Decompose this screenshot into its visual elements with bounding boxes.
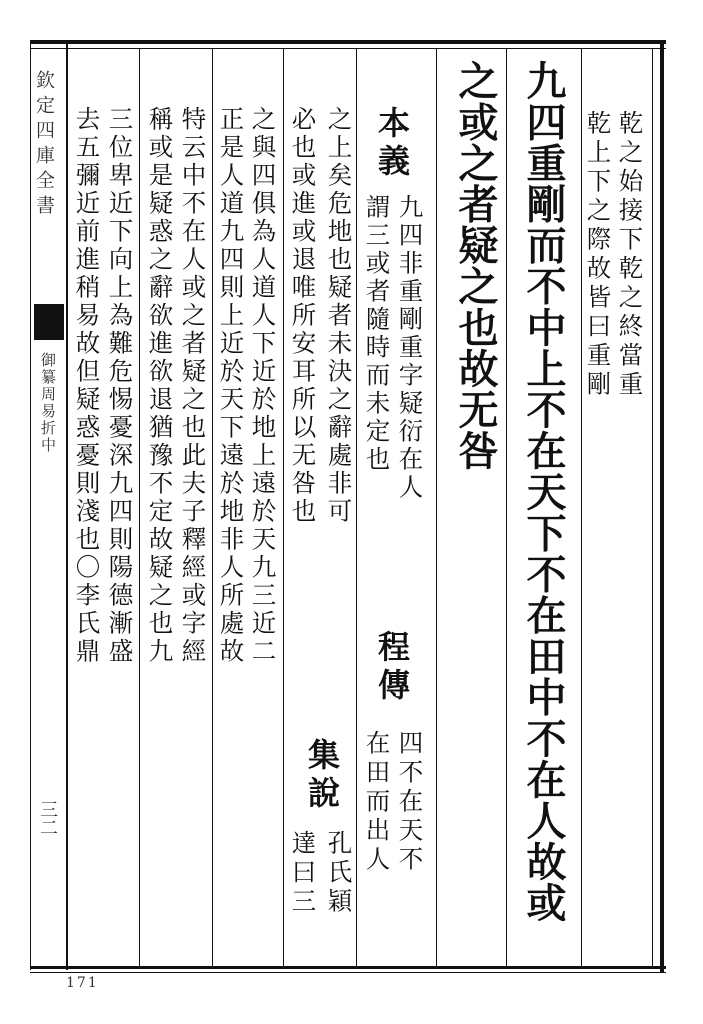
section-marker-jishuo: 集說 xyxy=(303,738,341,814)
commentary-column: 去五彌近前進稍易故但疑惑憂則淺也〇李氏鼎 xyxy=(72,106,102,666)
commentary-column: 特云中不在人或之者疑之也此夫子釋經或字經 xyxy=(178,106,208,666)
margin-black-mark xyxy=(34,304,64,340)
commentary-column: 正是人道九四則上近於天下遠於地非人所處故 xyxy=(216,106,246,666)
frame-bottom-border xyxy=(30,966,666,969)
note-column: 乾之始接下乾之終當重 xyxy=(615,110,645,400)
sub-title: 御纂周易折中 xyxy=(39,352,57,454)
commentary-column: 孔氏穎 xyxy=(324,830,354,917)
book-title: 欽定四庫全書 xyxy=(33,70,55,220)
commentary-column: 在田而出人 xyxy=(362,730,392,875)
column-divider xyxy=(506,48,507,968)
commentary-column: 九四非重剛重字疑衍在人 xyxy=(395,194,425,502)
frame-bottom-border-thin xyxy=(30,972,666,973)
column-divider xyxy=(436,48,437,968)
frame-right-border xyxy=(660,40,664,972)
column-divider xyxy=(283,48,284,968)
column-divider xyxy=(212,48,213,968)
commentary-column: 四不在天不 xyxy=(395,730,425,875)
page-number: 三二 xyxy=(37,800,58,836)
commentary-column: 謂三或者隨時而未定也 xyxy=(362,194,392,474)
commentary-column: 三位卑近下向上為難危惕憂深九四則陽德漸盛 xyxy=(105,106,135,666)
column-divider xyxy=(139,48,140,968)
column-divider xyxy=(581,48,582,968)
frame-top-border-thin xyxy=(30,48,666,49)
section-marker-benyi: 本義 xyxy=(373,106,411,182)
frame-right-border-thin xyxy=(652,48,653,968)
bottom-mark: 171 xyxy=(66,975,99,991)
commentary-column: 之上矣危地也疑者未決之辭處非可 xyxy=(324,106,354,526)
commentary-column: 之與四俱為人道人下近於地上遠於天九三近二 xyxy=(248,106,278,666)
commentary-column: 必也或進或退唯所安耳所以无咎也 xyxy=(288,106,318,526)
note-column: 乾上下之際故皆曰重剛 xyxy=(583,110,613,400)
frame-left-border xyxy=(66,40,68,970)
margin-outer-rule xyxy=(30,40,31,970)
commentary-column: 稱或是疑惑之辭欲進欲退猶豫不定故疑之也九 xyxy=(145,106,175,666)
frame-top-border xyxy=(30,40,666,44)
column-divider xyxy=(356,48,357,968)
main-text-column: 之或之者疑之也故无咎 xyxy=(452,60,499,471)
commentary-column: 達曰三 xyxy=(288,830,318,917)
main-text-column: 九四重剛而不中上不在天下不在田中不在人故或 xyxy=(520,60,567,924)
section-marker-chengzhuan: 程傳 xyxy=(373,630,411,706)
